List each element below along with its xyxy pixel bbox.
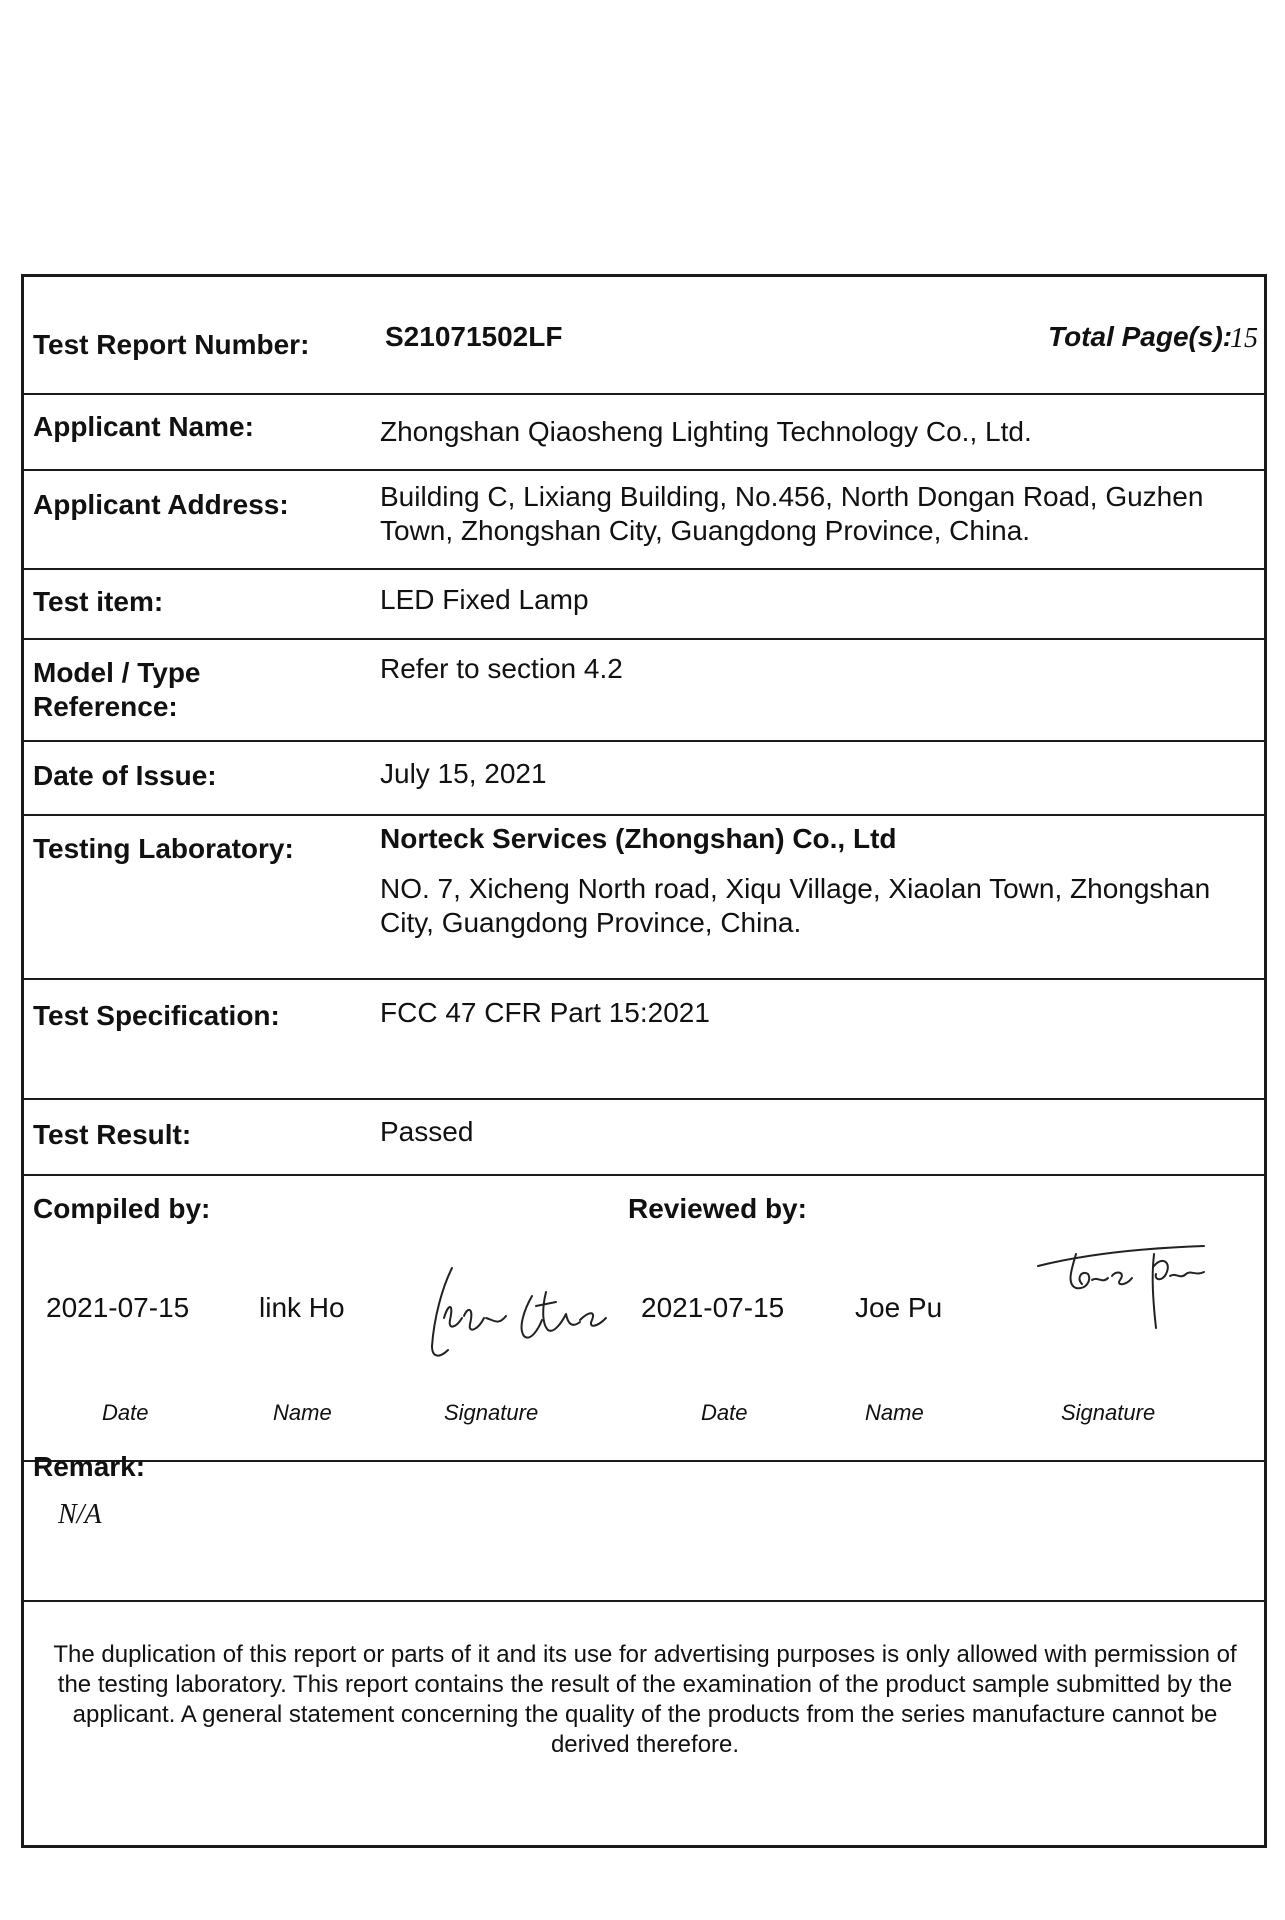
model-type-label-line1: Model / Type: [33, 657, 201, 688]
applicant-address-label: Applicant Address:: [33, 489, 289, 520]
test-result-label: Test Result:: [33, 1119, 192, 1150]
total-pages-label: Total Page(s):: [1048, 321, 1233, 352]
test-specification: FCC 47 CFR Part 15:2021: [380, 997, 710, 1028]
caption-date: Date: [701, 1400, 748, 1425]
remark-value: N/A: [58, 1499, 102, 1530]
compiled-date: 2021-07-15: [46, 1292, 190, 1323]
date-of-issue-label: Date of Issue:: [33, 760, 217, 791]
row-divider: [21, 568, 1267, 570]
report-number: S21071502LF: [385, 321, 563, 352]
row-divider: [21, 1600, 1267, 1602]
row-divider: [21, 393, 1267, 395]
row-divider: [21, 638, 1267, 640]
row-divider: [21, 1098, 1267, 1100]
test-result: Passed: [380, 1116, 474, 1147]
applicant-name-label: Applicant Name:: [33, 411, 254, 442]
model-type-label-line2: Reference:: [33, 691, 178, 722]
row-divider: [21, 469, 1267, 471]
reviewed-by-label: Reviewed by:: [628, 1193, 807, 1224]
reviewed-date: 2021-07-15: [641, 1292, 785, 1323]
compiled-signature-image: [420, 1258, 640, 1368]
caption-signature: Signature: [444, 1400, 539, 1425]
row-divider: [21, 740, 1267, 742]
test-specification-label: Test Specification:: [33, 1000, 280, 1031]
testing-lab-address-line2: City, Guangdong Province, China.: [380, 907, 802, 938]
row-divider: [21, 814, 1267, 816]
caption-date: Date: [102, 1400, 149, 1425]
compiled-name: link Ho: [259, 1292, 345, 1323]
row-divider: [21, 1174, 1267, 1176]
applicant-address-line1: Building C, Lixiang Building, No.456, North Dongan Road, Guzhen: [380, 481, 1204, 512]
caption-signature: Signature: [1061, 1400, 1156, 1425]
caption-name: Name: [865, 1400, 924, 1425]
total-pages: 15: [1230, 323, 1258, 354]
reviewed-signature-image: [1036, 1232, 1226, 1342]
row-divider: [21, 1460, 1267, 1462]
caption-name: Name: [273, 1400, 332, 1425]
applicant-name: Zhongshan Qiaosheng Lighting Technology Co., Ltd.: [380, 416, 1032, 447]
remark-label: Remark:: [33, 1451, 146, 1482]
compiled-by-label: Compiled by:: [33, 1193, 211, 1224]
model-type: Refer to section 4.2: [380, 653, 623, 684]
applicant-address-line2: Town, Zhongshan City, Guangdong Province, China.: [380, 515, 1031, 546]
row-divider: [21, 978, 1267, 980]
test-item: LED Fixed Lamp: [380, 584, 589, 615]
date-of-issue: July 15, 2021: [380, 758, 547, 789]
report-number-label: Test Report Number:: [33, 329, 310, 360]
testing-lab-label: Testing Laboratory:: [33, 833, 294, 864]
testing-lab-address-line1: NO. 7, Xicheng North road, Xiqu Village, Xiaolan Town, Zhongshan: [380, 873, 1211, 904]
reviewed-name: Joe Pu: [855, 1292, 943, 1323]
testing-lab-name: Norteck Services (Zhongshan) Co., Ltd: [380, 823, 897, 854]
disclaimer-notice: The duplication of this report or parts of it and its use for advertising purposes is only allowed with permission of the testing laboratory. This report contains the result of the examination of the product sample submitted by the applicant. A general statement concerning the quality of the products from the series manufacture cannot be derived therefore.: [53, 1641, 1237, 1758]
test-item-label: Test item:: [33, 586, 164, 617]
